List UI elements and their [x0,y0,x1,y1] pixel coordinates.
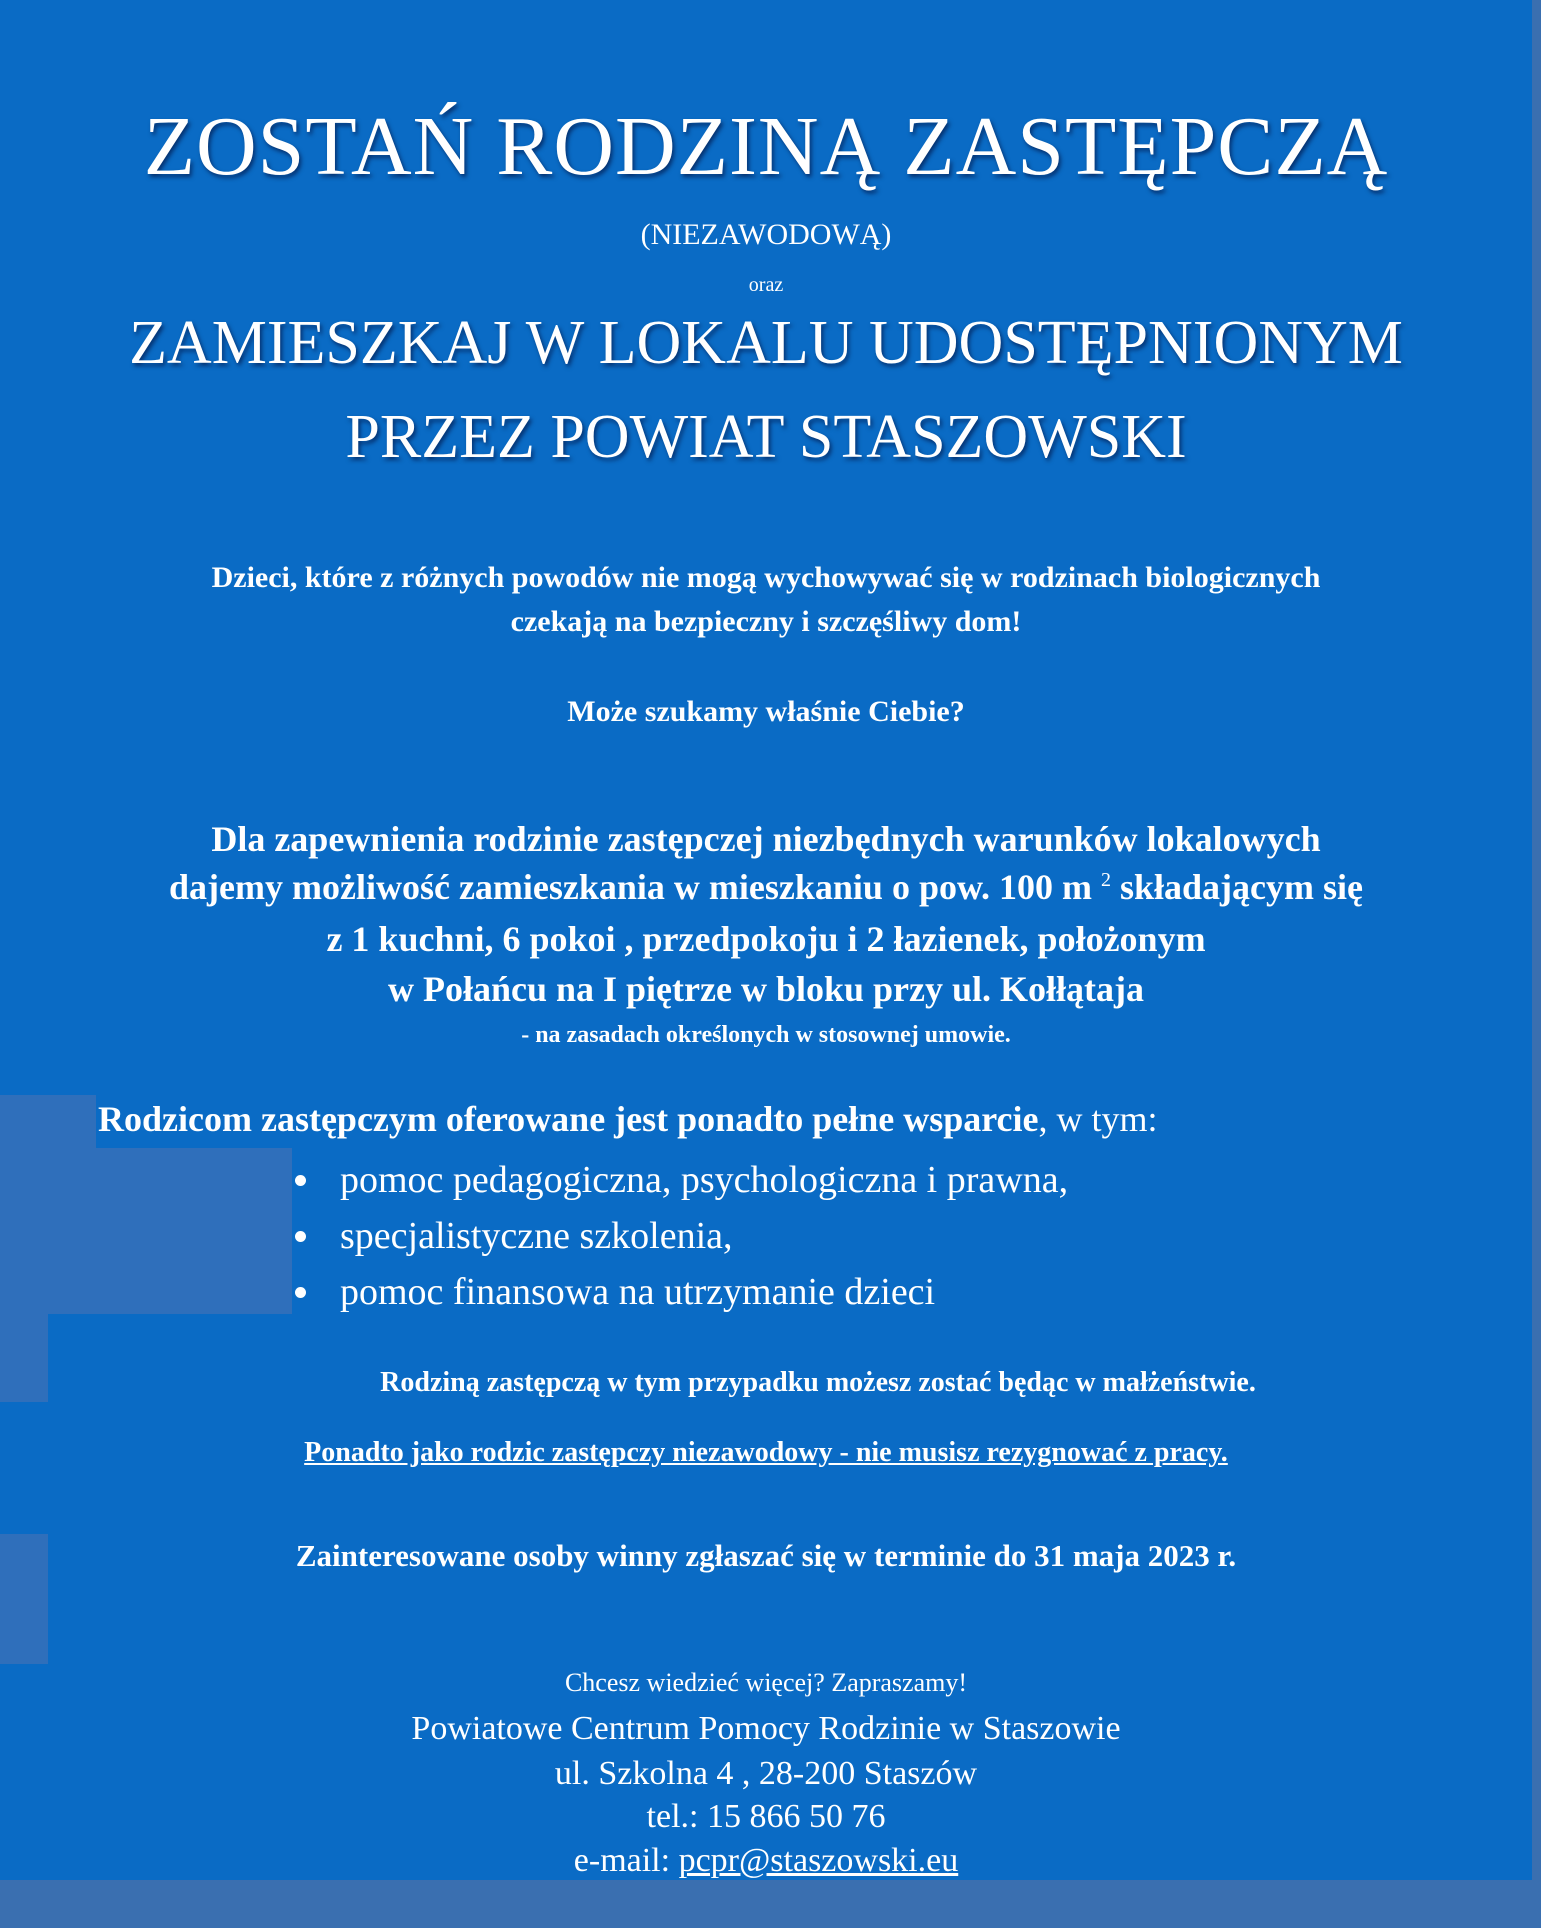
intro-line-1: Dzieci, które z różnych powodów nie mogą wychowywać się w rodzinach biologicznych [211,561,1321,594]
second-title: ZAMIESZKAJ W LOKALU UDOSTĘPNIONYM [129,309,1403,377]
contact-organization: Powiatowe Centrum Pomocy Rodzinie w Staszowie [411,1710,1121,1747]
support-lead-rest: , w tym: [1038,1099,1158,1139]
list-item-text: pomoc finansowa na utrzymanie dzieci [340,1271,936,1313]
offer-line-4: w Połańcu na I piętrze w bloku przy ul. Kołłątaja [387,969,1145,1009]
offer-line-2-text: dajemy możliwość zamieszkania w mieszkaniu o pow. 100 m [169,867,1101,907]
connector-word: oraz [748,274,784,296]
list-item [295,1152,1068,1208]
support-list [295,1152,1068,1320]
list-item [295,1264,1068,1320]
offer-note: - na zasadach określonych w stosownej umowie. [521,1022,1011,1048]
contact-phone: tel.: 15 866 50 76 [646,1798,886,1835]
offer-line-2-end: składającym się [1110,867,1363,907]
contact-email-line [0,1842,1532,1880]
offer-line-2 [0,866,1532,908]
deadline: Zainteresowane osoby winny zgłaszać się w terminie do 31 maja 2023 r. [295,1538,1237,1573]
email-link[interactable]: pcpr@staszowski.eu [678,1842,959,1879]
list-item-text: specjalistyczne szkolenia, [340,1215,733,1257]
support-lead-bold: Rodzicom zastępczym oferowane jest ponadto pełne wsparcie [98,1099,1039,1139]
decorative-block [96,1148,292,1314]
intro-question: Może szukamy właśnie Ciebie? [567,695,965,728]
bullet-icon [295,1175,306,1186]
right-margin [1532,0,1541,1928]
contact-address: ul. Szkolna 4 , 28-200 Staszów [554,1755,978,1792]
contact-invite: Chcesz wiedzieć więcej? Zapraszamy! [564,1668,968,1697]
bullet-icon [295,1231,306,1242]
intro-line-2: czekają na bezpieczny i szczęśliwy dom! [510,605,1022,638]
marriage-condition: Rodziną zastępczą w tym przypadku możesz zostać będąc w małżeństwie. [380,1367,1256,1398]
list-item-text: pomoc pedagogiczna, psychologiczna i prawna, [340,1159,1069,1201]
support-lead [98,1098,1158,1140]
decorative-block [0,1095,96,1314]
work-condition: Ponadto jako rodzic zastępczy niezawodowy - nie musisz rezygnować z pracy. [304,1437,1228,1468]
area-superscript: 2 [1100,869,1111,891]
decorative-block [0,1314,48,1402]
third-title: PRZEZ POWIAT STASZOWSKI [345,403,1187,471]
offer-line-1: Dla zapewnienia rodzinie zastępczej niezbędnych warunków lokalowych [211,819,1321,859]
list-item [295,1208,1068,1264]
bottom-margin [0,1880,1541,1928]
email-label: e-mail: [573,1842,679,1879]
bullet-icon [295,1287,306,1298]
main-title: ZOSTAŃ RODZINĄ ZASTĘPCZĄ [143,100,1389,193]
subtitle: (NIEZAWODOWĄ) [640,218,892,251]
offer-line-3: z 1 kuchni, 6 pokoi , przedpokoju i 2 łazienek, położonym [326,919,1206,959]
